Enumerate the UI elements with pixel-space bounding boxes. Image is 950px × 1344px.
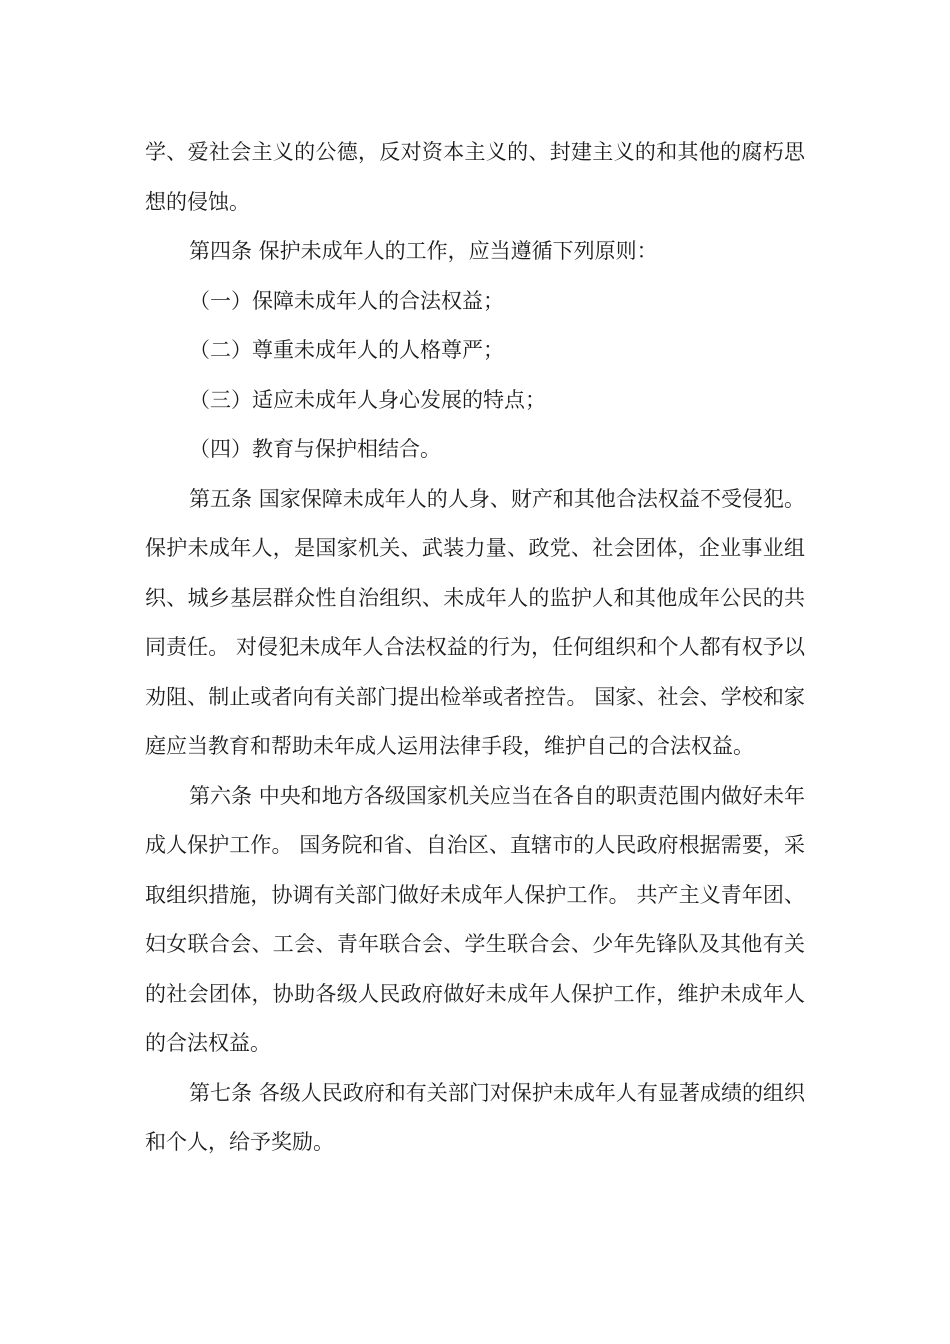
paragraph-principle-2: （二）尊重未成年人的人格尊严；	[189, 338, 504, 362]
paragraph-article-7: 第七条 各级人民政府和有关部门对保护未成年人有显著成绩的组织和个人，给予奖励。	[145, 1080, 805, 1154]
paragraph-principle-3: （三）适应未成年人身心发展的特点；	[189, 387, 546, 412]
paragraph-article-4: 第四条 保护未成年人的工作，应当遵循下列原则：	[189, 239, 658, 263]
document-body	[145, 128, 805, 1168]
paragraph-article-5: 第五条 国家保障未成年人的人身、财产和其他合法权益不受侵犯。 保护未成年人，是国家机关、武装力量、政党、社会团体，企业事业组织、城乡基层群众性自治组织、未成年人的监护人和其他成年公民的共同责任。 对侵犯未成年人合法权益的行为，任何组织和个人都有权予以劝阻、制止或者向有关部门提出检举或者控告。 国家、社会、学校和家庭应当教育和帮助未年成人运用法律手段，维护自己的合法权益。	[145, 486, 805, 758]
paragraph-principle-1: （一）保障未成年人的合法权益；	[189, 288, 504, 313]
paragraph-continuation: 学、爱社会主义的公德，反对资本主义的、封建主义的和其他的腐朽思想的侵蚀。	[145, 140, 805, 214]
paragraph-principle-4: （四）教育与保护相结合。	[189, 437, 441, 461]
paragraph-article-6: 第六条 中央和地方各级国家机关应当在各自的职责范围内做好未年成人保护工作。 国务院和省、自治区、直辖市的人民政府根据需要，采取组织措施，协调有关部门做好未成年人保护工作。 共产主义青年团、妇女联合会、工会、青年联合会、学生联合会、少年先锋队及其他有关的社会团体，协助各级人民政府做好未成年人保护工作，维护未成年人的合法权益。	[145, 783, 805, 1055]
